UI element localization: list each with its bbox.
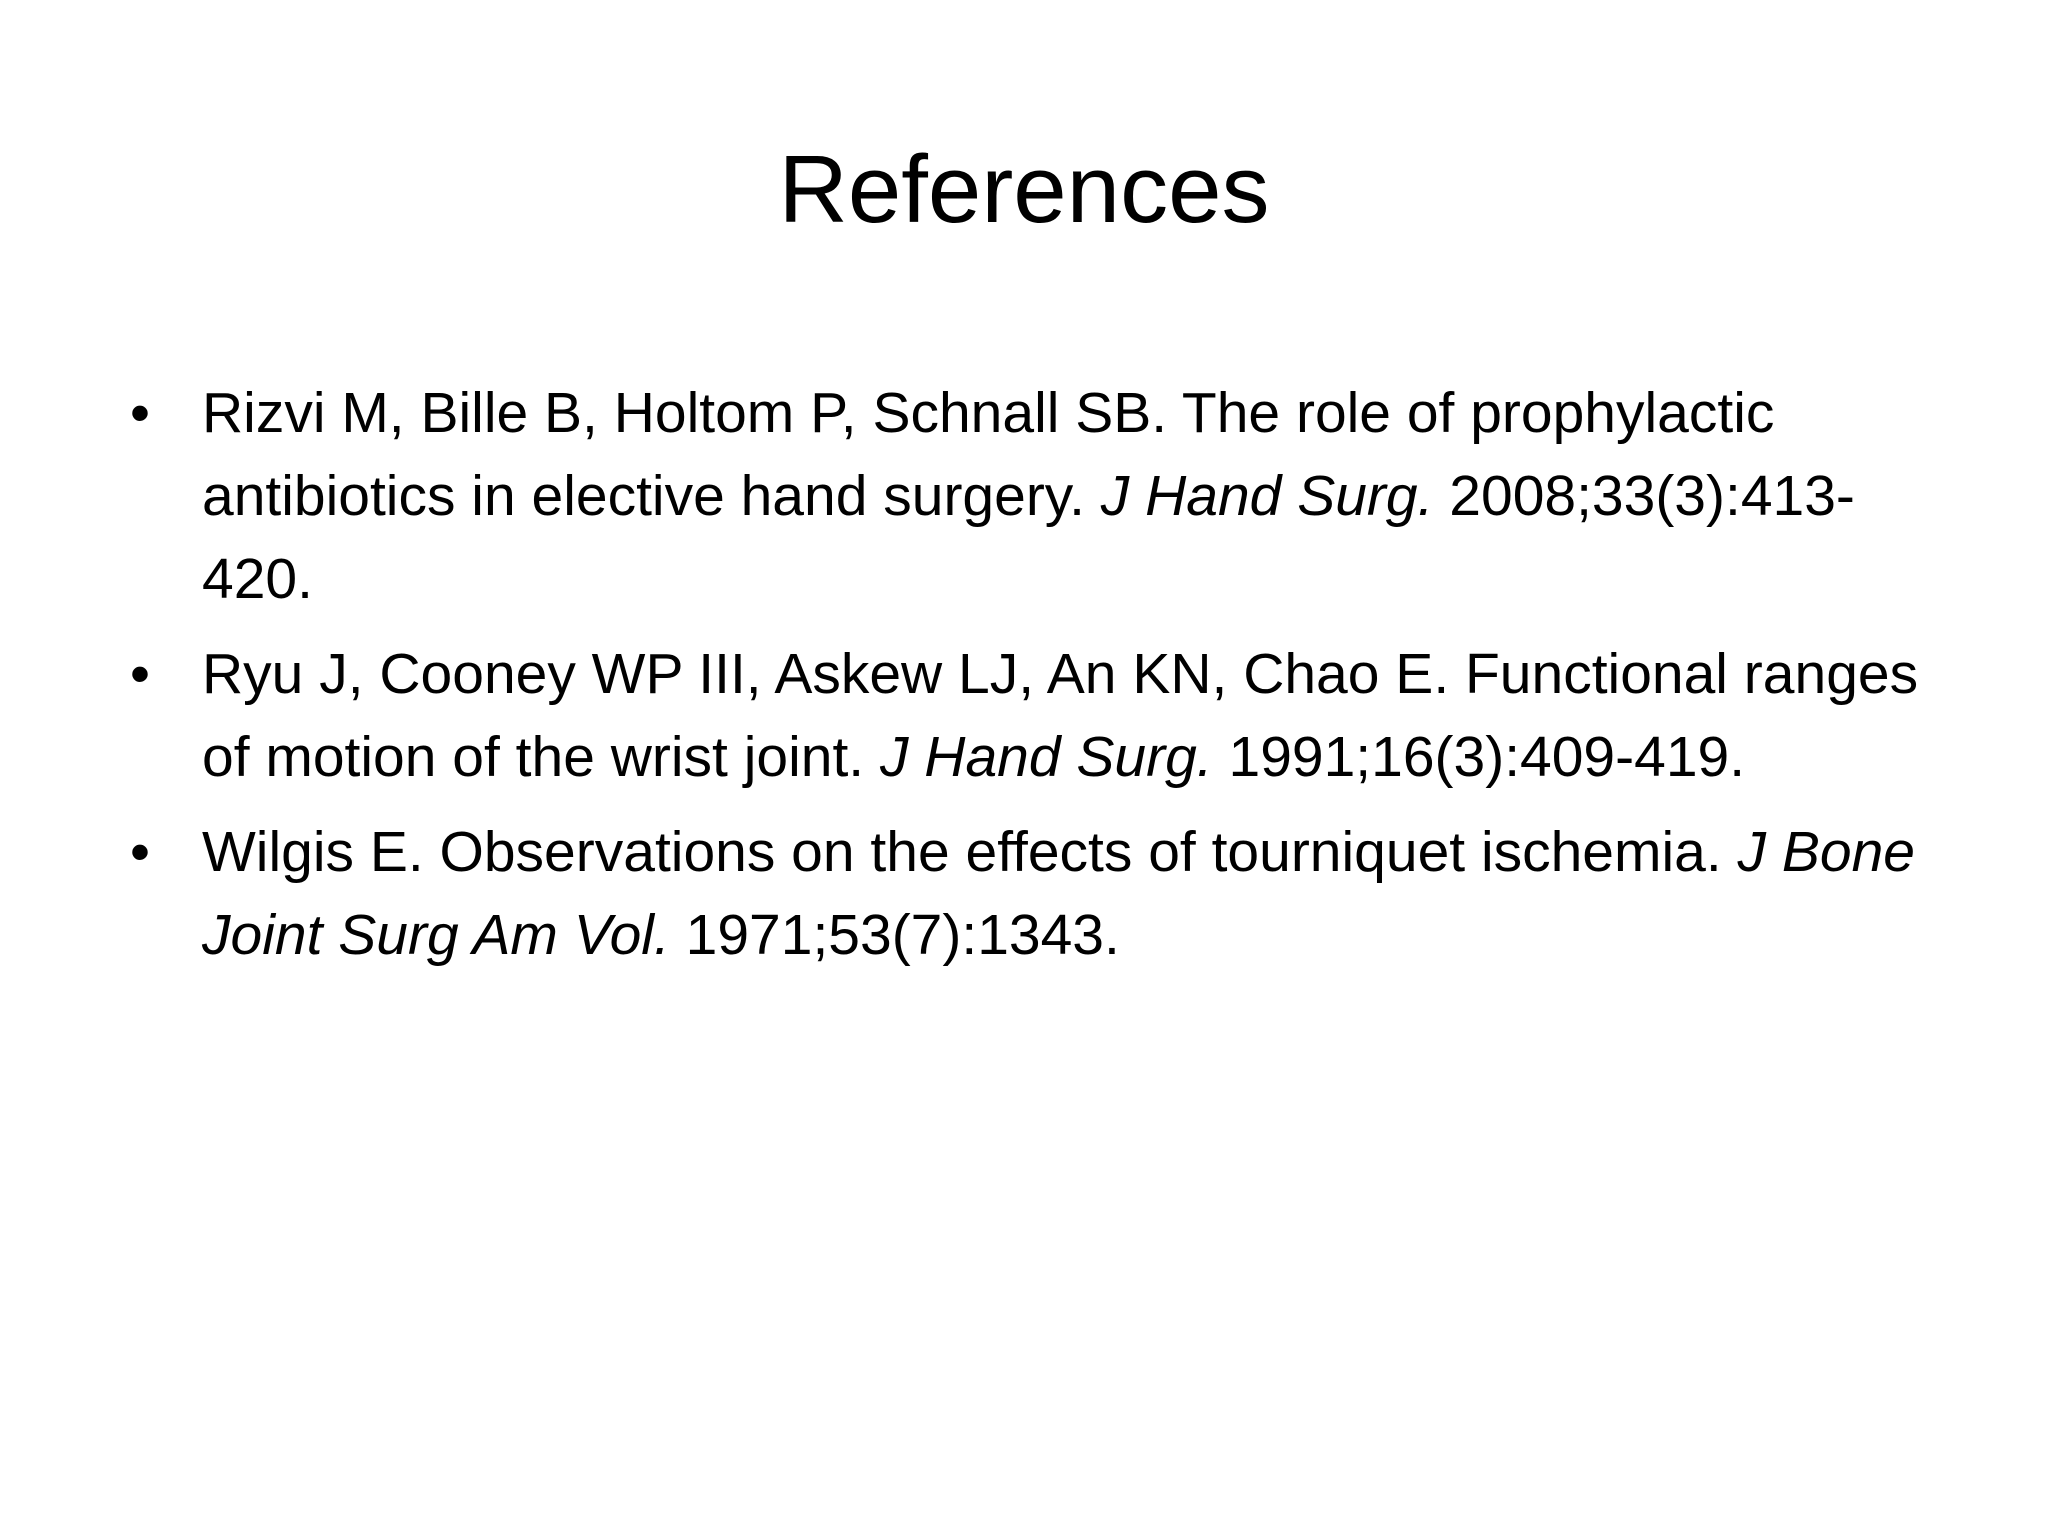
slide-title: References — [778, 136, 1270, 243]
bullet-icon: • — [130, 642, 150, 706]
reference-item — [130, 633, 1950, 799]
bullet-icon: • — [130, 381, 150, 445]
reference-item — [130, 372, 1950, 621]
reference-citation: 2008;33(3):413-420. — [202, 464, 1855, 611]
reference-citation: 1971;53(7):1343. — [669, 903, 1120, 967]
reference-authors-title: Ryu J, Cooney WP III, Askew LJ, An KN, Chao E. Functional ranges of motion of the wrist joint. — [202, 642, 1919, 789]
reference-journal: J Hand Surg. — [1100, 464, 1434, 528]
reference-authors-title: Wilgis E. Observations on the effects of tourniquet ischemia. — [202, 820, 1738, 884]
reference-journal: J Bone Joint Surg Am Vol. — [202, 820, 1915, 967]
reference-item — [130, 811, 1950, 977]
bullet-icon: • — [130, 820, 150, 884]
reference-authors-title: Rizvi M, Bille B, Holtom P, Schnall SB. The role of prophylactic antibiotics in elective hand surgery. — [202, 381, 1775, 528]
reference-list — [130, 372, 1950, 989]
reference-citation: 1991;16(3):409-419. — [1212, 725, 1746, 789]
reference-journal: J Hand Surg. — [879, 725, 1213, 789]
